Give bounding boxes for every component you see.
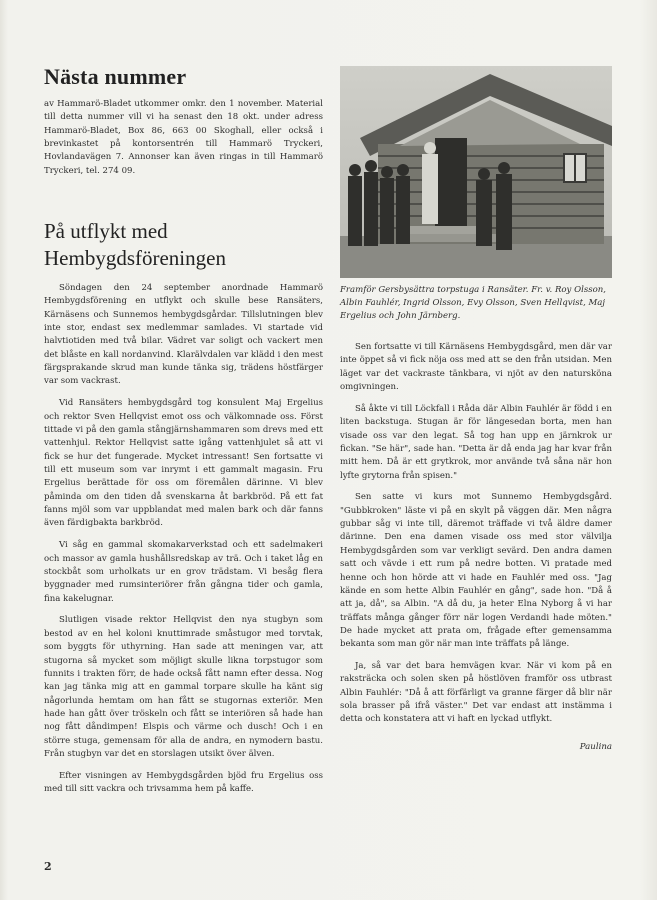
- article-paragraph-2: Vid Ransäters hembygdsgård tog konsulent Maj Ergelius och rektor Sven Hellqvist emot oss och välkomnade oss. Först tittade vi på den gamla stångjärnshammaren som drevs med ett vattenhjul. Rektor Hellqvist satte igång vattenhjulet så att vi fick se hur det fungerade. Mycket intressant! Sen fortsatte vi till ett museum som var inrymt i ett gammalt magasin. Fru Ergelius berättade för oss om föremålen därinne. Vi blev påminda om den tiden då svenskarna åt barkbröd. På ett fat fanns mjöl som var uppblandat med malen bark och där fanns även färdigbakta barkbröd.: [44, 398, 323, 529]
- next-issue-text: av Hammarö-Bladet utkommer omkr. den 1 november. Material till detta nummer vill vi ha senast den 18 okt. under adress Hammarö-Bladet, Box 86, 663 00 Skoghall, eller också i brevinkastet på kontorsentrén till Hammarö Tryckeri, Hovlandavägen 7. Annonser kan även ringas in till Hammarö Tryckeri, tel. 274 09.: [44, 99, 323, 176]
- left-column: [44, 58, 323, 805]
- heading-trip-line1: På utflykt med: [44, 219, 168, 244]
- heading-next-issue: Nästa nummer: [44, 64, 187, 89]
- article-paragraph-4: Slutligen visade rektor Hellqvist den nya stugbyn som bestod av en hel koloni knuttimrade småstugor med torvtak, som byggts för uthyrning. Han sade att meningen var, att stugorna så mycket som möjligt skulle likna torpstugor som funnits i trakten förr, de hade också fått namn efter dessa. Nog kan jag tänka mig att en gammal torpare skulle ha känt sig någorlunda hemtam om han fått se stugornas exteriör. Men hade han gått över tröskeln och fått se interiören så hade han nog fått dåndimpen! Elspis och värme och dusch! Och i en större stuga, gemensam för alla de andra, en nymodern bastu. Från stugbyn var det en storslagen utsikt över älven.: [44, 615, 323, 759]
- heading-trip: [44, 218, 323, 272]
- article-paragraph-9: Ja, så var det bara hemvägen kvar. När vi kom på en raksträcka och solen sken på höstlöven framför oss utbrast Albin Fauhlér: "Då å att förfärligt va granne färger då blir när sola brasser på ifrå väster." Det var endast att instämma i detta och konstatera att vi haft en lyckad utflykt.: [340, 661, 612, 725]
- heading-trip-line2: Hembygdsföreningen: [44, 246, 226, 271]
- article-paragraph-5: Efter visningen av Hembygdsgården bjöd fru Ergelius oss med till sitt vackra och trivsamma hem på kaffe.: [44, 770, 323, 795]
- article-paragraph-7: Så åkte vi till Löckfall i Råda där Albin Fauhlér är född i en liten backstuga. Stugan är för längesedan borta, men han visade oss var den legat. Så tog han upp en järnkrok ur fickan. "Se här", sade han. "Detta är då enda jag har kvar från mitt hem. Då är ett grytkrok, mor använde två såna när hon lyfte grytorna från spisen.": [340, 403, 612, 481]
- cabin-photo-image: [340, 66, 612, 278]
- article-paragraph-3: Vi såg en gammal skomakarverkstad och ett sadelmakeri och massor av gamla hushållsredskap av trä. Och i taket låg en stockbåt som urholkats ur en grov trädstam. Vi besåg flera byggnader med rumsinteriörer från gångna tider och gamla, fina kakelugnar.: [44, 540, 323, 604]
- right-column: [340, 66, 612, 763]
- photo-caption: Framför Gersbysättra torpstuga i Ransäter. Fr. v. Roy Olsson, Albin Fauhlér, Ingrid Olsson, Evy Olsson, Sven Hellqvist, Maj Ergelius och John Järnberg.: [340, 285, 606, 321]
- article-paragraph-1: Söndagen den 24 september anordnade Hammarö Hembygdsförening en utflykt och skulle bese Ransäters, Kärnäsens och Sunnemos hembygdsgårdar. Tillslutningen blev inte stor, endast sex medlemmar samlades. Vi startade vid halvtiotiden med två bilar. Vädret var soligt och vackert men det blåste en kall nordanvind. Klarälvdalen var klädd i den mest färgsprakande skrud man kunde tänka sig, trädens höstfärger var som vackrast.: [44, 283, 323, 387]
- page-number: 2: [44, 860, 52, 873]
- cabin-photo: [340, 66, 612, 278]
- author-signature: Paulina: [579, 741, 612, 752]
- article-paragraph-8: Sen satte vi kurs mot Sunnemo Hembygdsgård. "Gubbkroken" läste vi på en skylt på väggen där. Men några gubbar såg vi inte till, däremot träffade vi två äldre damer därinne. Den ena damen visade oss med stor välvilja Hembygdsgården som var verkligt sevärd. Den andra damen satt och vävde i ett rum på nedre botten. Vi pratade med henne och hon hörde att vi hade en Fauhlér med oss. "Jag kände en som hette Albin Fauhlér en gång", sade hon. "Då å att ja, då", sa Albin. "A då du, ja heter Elna Nyborg å vi har träffats många gånger förr när logen Verdandi hade möten." De hade mycket att prata om, frågade efter gemensamma bekanta som man gör när man inte träffats på länge.: [340, 492, 612, 650]
- article-paragraph-6: Sen fortsatte vi till Kärnäsens Hembygdsgård, men där var inte öppet så vi fick nöja oss med att se den från utsidan. Men läget var det vackraste tänkbara, vi njöt av den natursköna omgivningen.: [340, 342, 612, 393]
